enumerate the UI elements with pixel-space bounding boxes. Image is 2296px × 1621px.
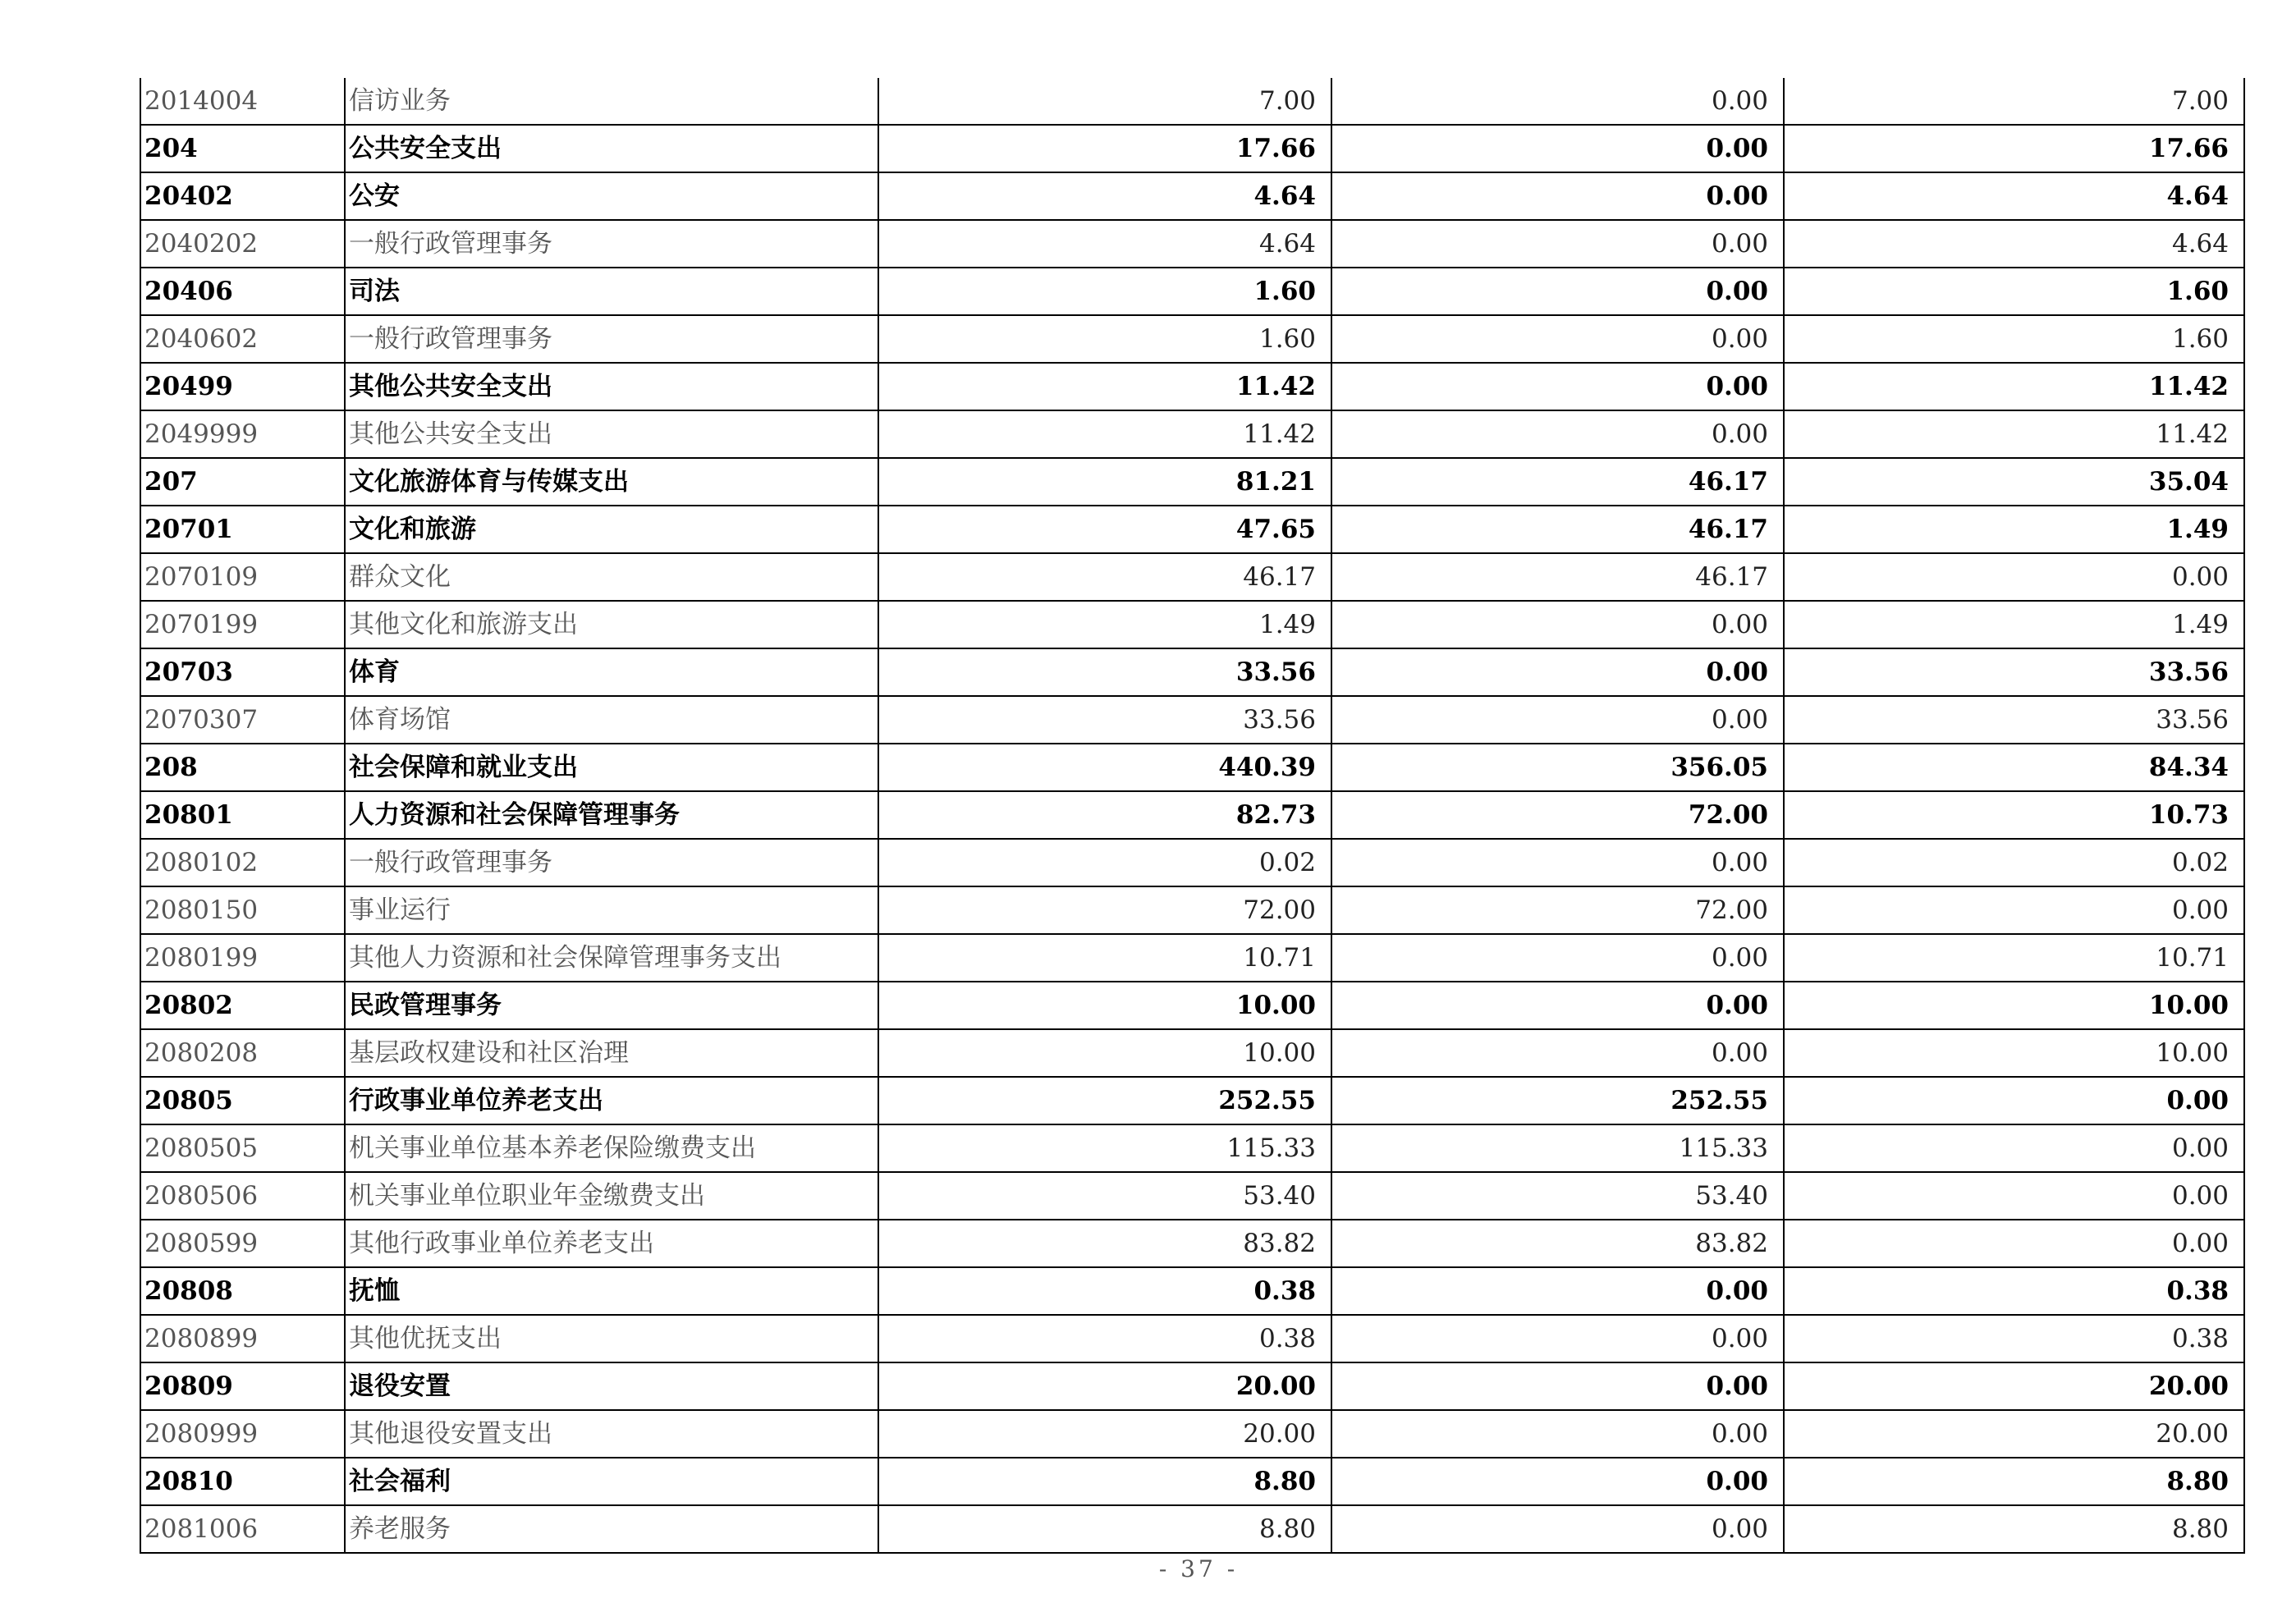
project-expenditure-cell: 35.04 [1784,458,2244,506]
total-amount-cell: 53.40 [878,1172,1331,1220]
project-expenditure-cell: 10.00 [1784,982,2244,1029]
basic-expenditure-cell: 0.00 [1331,172,1784,220]
budget-expenditure-table [140,78,2245,1554]
table-row [140,506,2244,553]
subject-name-cell: 机关事业单位职业年金缴费支出 [345,1172,878,1220]
table-row [140,1077,2244,1124]
total-amount-cell: 1.60 [878,268,1331,315]
basic-expenditure-cell: 0.00 [1331,934,1784,982]
subject-code-cell: 2080506 [140,1172,345,1220]
subject-name-cell: 社会福利 [345,1458,878,1505]
subject-name-cell: 其他行政事业单位养老支出 [345,1220,878,1267]
table-row [140,744,2244,791]
subject-code-cell: 20802 [140,982,345,1029]
project-expenditure-cell: 8.80 [1784,1458,2244,1505]
basic-expenditure-cell: 0.00 [1331,125,1784,172]
basic-expenditure-cell: 0.00 [1331,601,1784,648]
page-number: - 37 - [1158,1555,1239,1582]
project-expenditure-cell: 7.00 [1784,78,2244,125]
total-amount-cell: 0.38 [878,1315,1331,1362]
project-expenditure-cell: 0.00 [1784,1172,2244,1220]
subject-name-cell: 一般行政管理事务 [345,839,878,886]
table-row [140,1410,2244,1458]
table-row [140,1458,2244,1505]
basic-expenditure-cell: 0.00 [1331,1505,1784,1553]
table-row [140,1315,2244,1362]
table-row [140,220,2244,268]
project-expenditure-cell: 0.00 [1784,1077,2244,1124]
total-amount-cell: 8.80 [878,1458,1331,1505]
table-row [140,1362,2244,1410]
table-row [140,172,2244,220]
table-row [140,934,2244,982]
project-expenditure-cell: 4.64 [1784,220,2244,268]
total-amount-cell: 17.66 [878,125,1331,172]
project-expenditure-cell: 8.80 [1784,1505,2244,1553]
basic-expenditure-cell: 252.55 [1331,1077,1784,1124]
subject-code-cell: 20805 [140,1077,345,1124]
subject-code-cell: 20808 [140,1267,345,1315]
table-row [140,791,2244,839]
subject-name-cell: 其他公共安全支出 [345,410,878,458]
basic-expenditure-cell: 46.17 [1331,553,1784,601]
subject-name-cell: 机关事业单位基本养老保险缴费支出 [345,1124,878,1172]
basic-expenditure-cell: 0.00 [1331,363,1784,410]
table-row [140,696,2244,744]
basic-expenditure-cell: 115.33 [1331,1124,1784,1172]
subject-name-cell: 信访业务 [345,78,878,125]
project-expenditure-cell: 11.42 [1784,363,2244,410]
project-expenditure-cell: 0.00 [1784,1124,2244,1172]
table-row [140,886,2244,934]
subject-name-cell: 一般行政管理事务 [345,220,878,268]
subject-name-cell: 其他公共安全支出 [345,363,878,410]
basic-expenditure-cell: 0.00 [1331,315,1784,363]
total-amount-cell: 11.42 [878,363,1331,410]
subject-code-cell: 2081006 [140,1505,345,1553]
total-amount-cell: 4.64 [878,220,1331,268]
basic-expenditure-cell: 0.00 [1331,696,1784,744]
total-amount-cell: 10.00 [878,1029,1331,1077]
table-row [140,553,2244,601]
subject-code-cell: 2080199 [140,934,345,982]
subject-name-cell: 养老服务 [345,1505,878,1553]
subject-name-cell: 公安 [345,172,878,220]
table-row [140,1029,2244,1077]
basic-expenditure-cell: 0.00 [1331,648,1784,696]
total-amount-cell: 440.39 [878,744,1331,791]
basic-expenditure-cell: 0.00 [1331,1267,1784,1315]
subject-code-cell: 208 [140,744,345,791]
table-row [140,1172,2244,1220]
total-amount-cell: 10.71 [878,934,1331,982]
project-expenditure-cell: 0.00 [1784,1220,2244,1267]
project-expenditure-cell: 0.02 [1784,839,2244,886]
total-amount-cell: 83.82 [878,1220,1331,1267]
subject-code-cell: 20701 [140,506,345,553]
subject-name-cell: 文化和旅游 [345,506,878,553]
total-amount-cell: 20.00 [878,1362,1331,1410]
project-expenditure-cell: 20.00 [1784,1362,2244,1410]
subject-name-cell: 其他文化和旅游支出 [345,601,878,648]
subject-name-cell: 一般行政管理事务 [345,315,878,363]
basic-expenditure-cell: 0.00 [1331,1410,1784,1458]
subject-code-cell: 20499 [140,363,345,410]
project-expenditure-cell: 1.49 [1784,601,2244,648]
total-amount-cell: 33.56 [878,696,1331,744]
project-expenditure-cell: 0.00 [1784,553,2244,601]
basic-expenditure-cell: 0.00 [1331,1458,1784,1505]
subject-code-cell: 20809 [140,1362,345,1410]
subject-code-cell: 2080599 [140,1220,345,1267]
table-body [140,78,2244,1553]
basic-expenditure-cell: 46.17 [1331,506,1784,553]
subject-code-cell: 20810 [140,1458,345,1505]
project-expenditure-cell: 10.71 [1784,934,2244,982]
table-row [140,458,2244,506]
total-amount-cell: 33.56 [878,648,1331,696]
basic-expenditure-cell: 0.00 [1331,1362,1784,1410]
project-expenditure-cell: 84.34 [1784,744,2244,791]
project-expenditure-cell: 1.60 [1784,315,2244,363]
total-amount-cell: 1.60 [878,315,1331,363]
subject-name-cell: 群众文化 [345,553,878,601]
subject-code-cell: 20406 [140,268,345,315]
table-row [140,78,2244,125]
subject-name-cell: 司法 [345,268,878,315]
project-expenditure-cell: 0.38 [1784,1315,2244,1362]
total-amount-cell: 10.00 [878,982,1331,1029]
table-row [140,601,2244,648]
subject-name-cell: 其他优抚支出 [345,1315,878,1362]
subject-code-cell: 2014004 [140,78,345,125]
subject-name-cell: 抚恤 [345,1267,878,1315]
table-row [140,648,2244,696]
total-amount-cell: 11.42 [878,410,1331,458]
basic-expenditure-cell: 0.00 [1331,78,1784,125]
subject-code-cell: 20402 [140,172,345,220]
project-expenditure-cell: 33.56 [1784,648,2244,696]
table-row [140,268,2244,315]
total-amount-cell: 0.02 [878,839,1331,886]
table-row [140,315,2244,363]
basic-expenditure-cell: 0.00 [1331,220,1784,268]
basic-expenditure-cell: 0.00 [1331,839,1784,886]
project-expenditure-cell: 1.60 [1784,268,2244,315]
subject-code-cell: 204 [140,125,345,172]
subject-code-cell: 2049999 [140,410,345,458]
total-amount-cell: 252.55 [878,1077,1331,1124]
total-amount-cell: 115.33 [878,1124,1331,1172]
basic-expenditure-cell: 0.00 [1331,1315,1784,1362]
table-row [140,410,2244,458]
subject-code-cell: 2080899 [140,1315,345,1362]
basic-expenditure-cell: 0.00 [1331,410,1784,458]
total-amount-cell: 47.65 [878,506,1331,553]
subject-code-cell: 2070109 [140,553,345,601]
total-amount-cell: 81.21 [878,458,1331,506]
subject-name-cell: 事业运行 [345,886,878,934]
subject-code-cell: 2080999 [140,1410,345,1458]
subject-code-cell: 2040202 [140,220,345,268]
subject-name-cell: 民政管理事务 [345,982,878,1029]
subject-name-cell: 文化旅游体育与传媒支出 [345,458,878,506]
project-expenditure-cell: 1.49 [1784,506,2244,553]
subject-name-cell: 体育 [345,648,878,696]
project-expenditure-cell: 0.00 [1784,886,2244,934]
subject-code-cell: 2070199 [140,601,345,648]
table-row [140,1267,2244,1315]
total-amount-cell: 1.49 [878,601,1331,648]
subject-code-cell: 20703 [140,648,345,696]
total-amount-cell: 7.00 [878,78,1331,125]
total-amount-cell: 46.17 [878,553,1331,601]
table-row [140,1220,2244,1267]
subject-name-cell: 其他人力资源和社会保障管理事务支出 [345,934,878,982]
project-expenditure-cell: 33.56 [1784,696,2244,744]
table-row [140,125,2244,172]
total-amount-cell: 8.80 [878,1505,1331,1553]
basic-expenditure-cell: 83.82 [1331,1220,1784,1267]
subject-name-cell: 基层政权建设和社区治理 [345,1029,878,1077]
project-expenditure-cell: 20.00 [1784,1410,2244,1458]
basic-expenditure-cell: 46.17 [1331,458,1784,506]
project-expenditure-cell: 10.73 [1784,791,2244,839]
project-expenditure-cell: 10.00 [1784,1029,2244,1077]
project-expenditure-cell: 11.42 [1784,410,2244,458]
subject-code-cell: 207 [140,458,345,506]
subject-code-cell: 2080150 [140,886,345,934]
project-expenditure-cell: 17.66 [1784,125,2244,172]
total-amount-cell: 82.73 [878,791,1331,839]
basic-expenditure-cell: 53.40 [1331,1172,1784,1220]
basic-expenditure-cell: 72.00 [1331,791,1784,839]
table-row [140,1505,2244,1553]
subject-name-cell: 社会保障和就业支出 [345,744,878,791]
subject-name-cell: 人力资源和社会保障管理事务 [345,791,878,839]
subject-code-cell: 2080208 [140,1029,345,1077]
total-amount-cell: 0.38 [878,1267,1331,1315]
table-row [140,982,2244,1029]
table-row [140,363,2244,410]
project-expenditure-cell: 4.64 [1784,172,2244,220]
table-row [140,1124,2244,1172]
total-amount-cell: 20.00 [878,1410,1331,1458]
basic-expenditure-cell: 356.05 [1331,744,1784,791]
basic-expenditure-cell: 72.00 [1331,886,1784,934]
subject-name-cell: 公共安全支出 [345,125,878,172]
table-row [140,839,2244,886]
subject-code-cell: 2080505 [140,1124,345,1172]
basic-expenditure-cell: 0.00 [1331,982,1784,1029]
subject-code-cell: 2070307 [140,696,345,744]
total-amount-cell: 4.64 [878,172,1331,220]
subject-code-cell: 2080102 [140,839,345,886]
basic-expenditure-cell: 0.00 [1331,268,1784,315]
subject-name-cell: 体育场馆 [345,696,878,744]
subject-name-cell: 行政事业单位养老支出 [345,1077,878,1124]
subject-code-cell: 20801 [140,791,345,839]
basic-expenditure-cell: 0.00 [1331,1029,1784,1077]
total-amount-cell: 72.00 [878,886,1331,934]
subject-name-cell: 其他退役安置支出 [345,1410,878,1458]
subject-name-cell: 退役安置 [345,1362,878,1410]
subject-code-cell: 2040602 [140,315,345,363]
project-expenditure-cell: 0.38 [1784,1267,2244,1315]
